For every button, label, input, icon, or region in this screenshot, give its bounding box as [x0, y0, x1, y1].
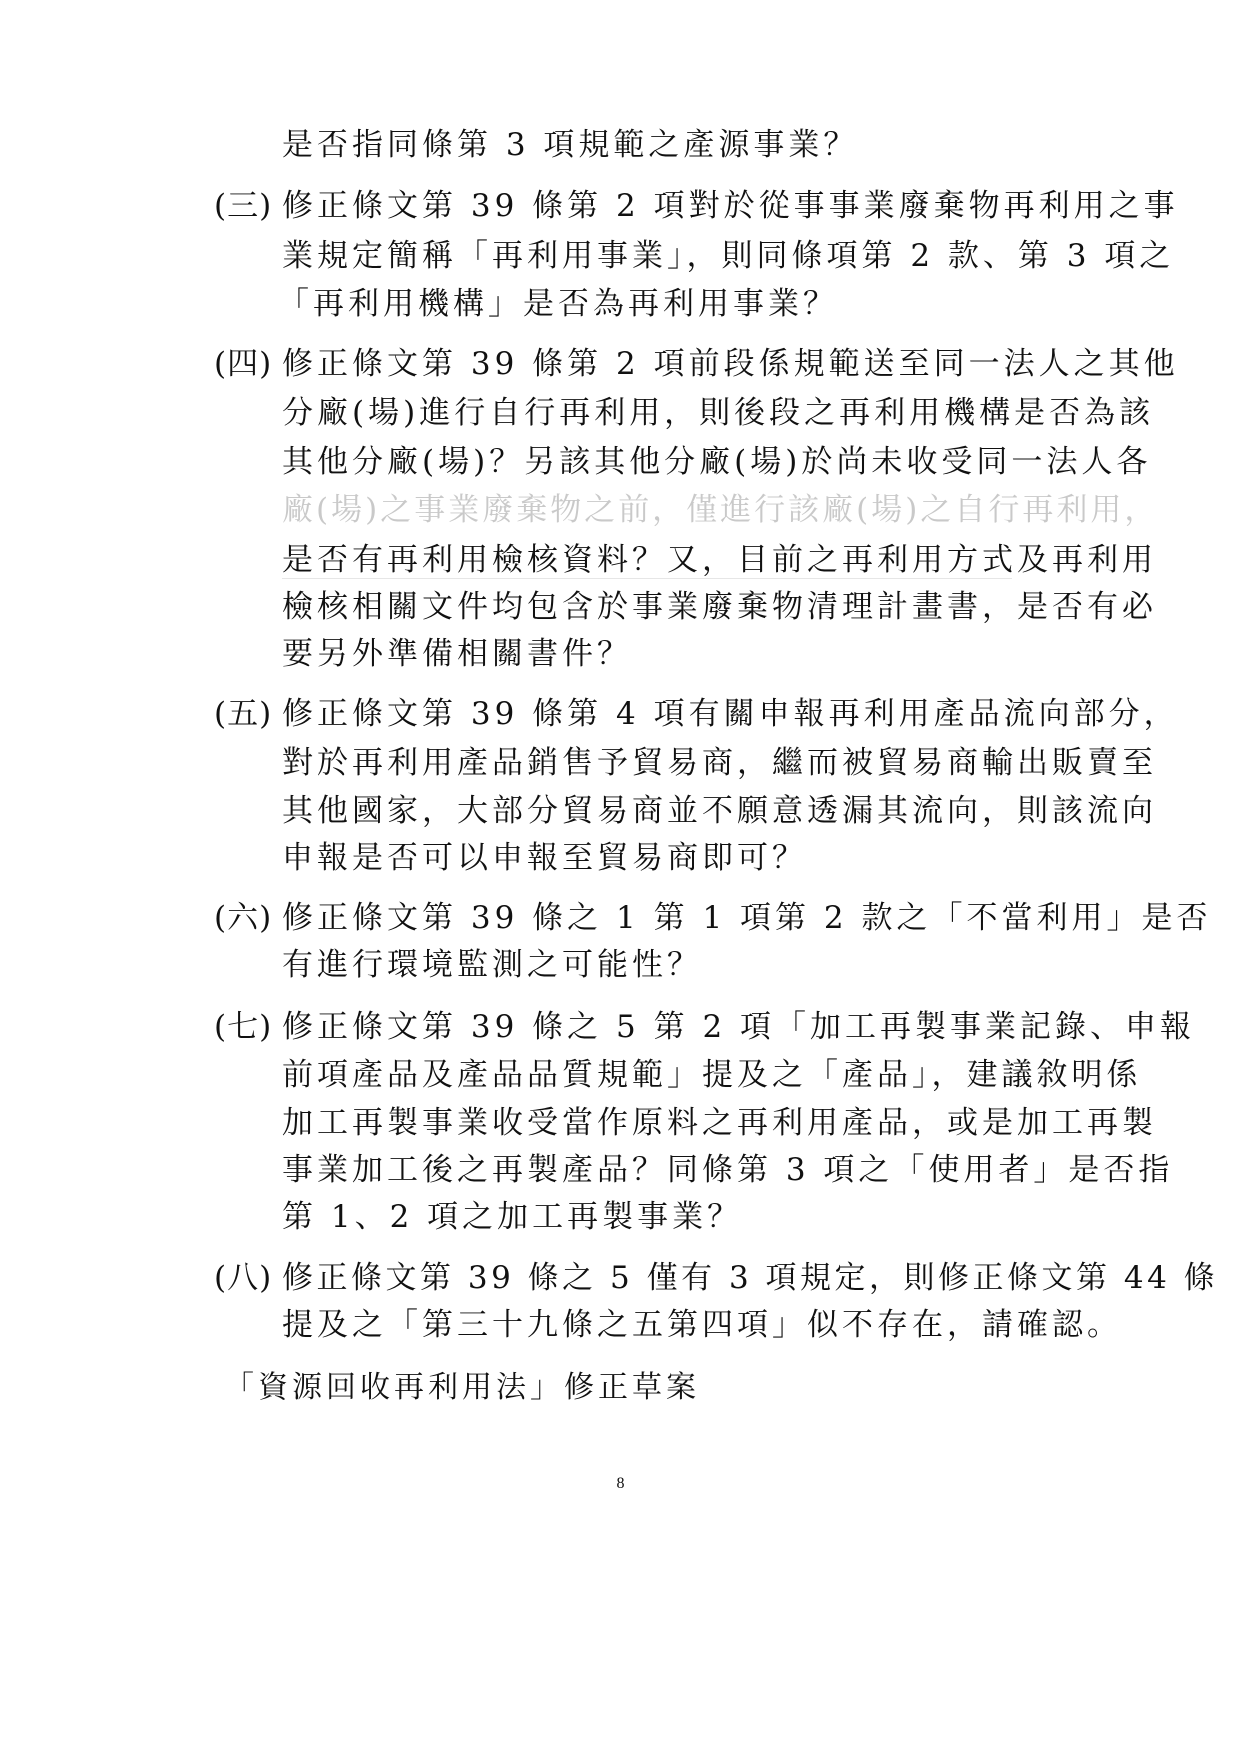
page-number: 8 [616, 1475, 625, 1492]
continuation-line: 是否指同條第 3 項規範之產源事業？ [282, 127, 859, 163]
item-4-line-7: 要另外準備相關書件？ [282, 636, 632, 672]
section-heading: 「資源回收再利用法」修正草案 [224, 1370, 700, 1405]
item-4-line-3: 其他分廠(場)？另該其他分廠(場)於尚未收受同一法人各 [282, 444, 1152, 480]
item-3-line-3: 「再利用機構」是否為再利用事業？ [278, 286, 838, 322]
item-7-line-1: 修正條文第 39 條之 5 第 2 項「加工再製事業記錄、申報 [282, 1009, 1196, 1045]
item-marker-5: (五) [214, 696, 273, 732]
item-5-line-2: 對於再利用產品銷售予貿易商，繼而被貿易商輸出販賣至 [282, 745, 1157, 781]
item-6-line-2: 有進行環境監測之可能性？ [282, 947, 702, 983]
item-5-line-3: 其他國家，大部分貿易商並不願意透漏其流向，則該流向 [282, 793, 1157, 829]
item-7-line-4: 事業加工後之再製產品？同條第 3 項之「使用者」是否指 [282, 1152, 1174, 1188]
item-marker-6: (六) [214, 900, 273, 936]
item-7-line-2: 前項產品及產品品質規範」提及之「產品」，建議敘明係 [282, 1057, 1142, 1093]
item-3-line-1: 修正條文第 39 條第 2 項對於從事事業廢棄物再利用之事 [282, 188, 1179, 224]
item-4-line-5: 是否有再利用檢核資料？又，目前之再利用方式及再利用 [282, 542, 1157, 578]
item-4-line-4-faded: 廠(場)之事業廢棄物之前，僅進行該廠(場)之自行再利用， [282, 492, 1159, 528]
item-4-line-1: 修正條文第 39 條第 2 項前段係規範送至同一法人之其他 [282, 346, 1179, 382]
item-4-line-6: 檢核相關文件均包含於事業廢棄物清理計畫書，是否有必 [282, 589, 1157, 625]
item-5-line-1: 修正條文第 39 條第 4 項有關申報再利用產品流向部分， [282, 696, 1179, 732]
item-marker-7: (七) [214, 1009, 273, 1045]
item-marker-4: (四) [214, 346, 273, 382]
item-5-line-4: 申報是否可以申報至貿易商即可？ [282, 840, 807, 876]
item-7-line-5: 第 1、2 項之加工再製事業？ [282, 1199, 743, 1235]
item-marker-3: (三) [214, 188, 273, 224]
item-8-line-2: 提及之「第三十九條之五第四項」似不存在，請確認。 [282, 1307, 1122, 1343]
item-4-line-2: 分廠(場)進行自行再利用，則後段之再利用機構是否為該 [282, 395, 1155, 431]
item-7-line-3: 加工再製事業收受當作原料之再利用產品，或是加工再製 [282, 1105, 1157, 1141]
item-6-line-1: 修正條文第 39 條之 1 第 1 項第 2 款之「不當利用」是否 [282, 900, 1212, 936]
item-marker-8: (八) [214, 1260, 273, 1296]
item-3-line-2: 業規定簡稱「再利用事業」，則同條項第 2 款、第 3 項之 [282, 238, 1175, 274]
item-8-line-1: 修正條文第 39 條之 5 僅有 3 項規定，則修正條文第 44 條 [282, 1260, 1219, 1296]
